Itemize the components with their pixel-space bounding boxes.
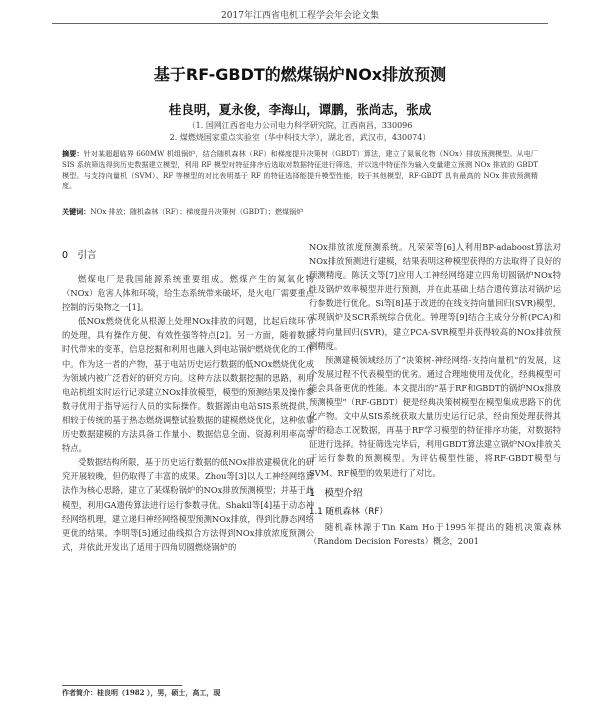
- header-rule: [52, 23, 548, 24]
- running-head: 2017年江西省电机工程学会年会论文集: [221, 11, 379, 21]
- section-heading-introduction: 0 引言: [62, 250, 97, 261]
- footnote-rule: [62, 685, 182, 686]
- keywords: [62, 207, 538, 217]
- author-footnote: 作者简介：桂良明（1982 ），男，硕士，高工，现: [62, 688, 221, 697]
- affiliation-1: （1. 国网江西省电力公司电力科学研究院，江西南昌，330096: [187, 121, 413, 130]
- abstract: [62, 149, 538, 192]
- abstract-label: 摘要：: [62, 149, 84, 158]
- rf-paragraph: 随机森林源于Tin Kam Ho于1995年提出的随机决策森林（Random Decision Forests）概念，2001: [309, 521, 561, 546]
- intro-paragraph-4: NOx排放浓度预测系统。凡荣荣等[6]人利用BP-adaboost算法对NOx排放预测进行建模，结果表明这种模型获得的方法取得了良好的预测精度。陈沃文等[7]应用人工神经网络建立四角切圆锅炉NOx特性及锅炉效率模型并进行预测，并在此基础上结合遗传算法对锅炉运行参数进行优化。Si等[8]基于改进的在线支持向量回归(SVR)模型，实现锅炉及SCR系统综合优化。钟理等[9]结合主成分分析(PCA)和支持向量回归(SVR)，建立PCA-SVR模型并获得较高的NOx排放预测精度。: [309, 242, 561, 351]
- author-list: 桂良明，夏永俊，李海山，谭鹏，张尚志，张成: [168, 102, 432, 117]
- right-column: [309, 240, 561, 548]
- intro-paragraph-1: 燃煤电厂是我国能源系统重要组成。燃煤产生的氮氧化物（NOx）危害人体和环境，给生态系统带来破坏，是火电厂需要重点控制的污染物之一[1]。: [62, 274, 314, 313]
- subsection-heading-rf: 1.1 随机森林（RF）: [309, 506, 388, 517]
- intro-paragraph-3: 受数据结构所限，基于历史运行数据的低NOx排放建模优化的研究开展较晚，但仍取得了丰富的成果。Zhou等[3]以人工神经网络算法作为核心思路，建立了某煤粉锅炉的NOx排放预测模型；并基于此模型，利用GA遗传算法进行运行参数寻优。Shakil等[4]基于动态神经网络机理，建立递归神经网络模型预测NOx排放，得到比静态网络更优的结果。李明等[5]通过曲线拟合方法得到NOx排放浓度预测公式，并依此开发出了适用于四角切圆燃烧锅炉的: [62, 457, 314, 552]
- abstract-text: 针对某超超临界 660MW 机组锅炉，结合随机森林（RF）和梯度提升决策树（GBDT）算法，建立了氮氧化物（NOx）排放预测模型。从电厂 SIS 系统筛选得到历史数据建立模型，利用 RF 模型对特征排序后选取对数据特征进行筛选，并以选中特征作为输入变量建立预测 NOx 排放的 GBDT 模型。与支持向量机（SVM）、RF 等模型的对比表明基于 RF 的特征选择能提升模型性能，较于其他模型，RF-GBDT 具有最高的 NOx 排放预测精度。: [62, 149, 539, 191]
- left-column: [62, 240, 314, 554]
- section-heading-model: 1 模型介绍: [309, 487, 363, 499]
- keywords-label: 关键词：: [62, 207, 91, 216]
- paper-title: 基于RF-GBDT的燃煤锅炉NOx排放预测: [153, 65, 447, 84]
- affiliation-2: 2. 煤燃烧国家重点实验室（华中科技大学），湖北省，武汉市，430074）: [169, 133, 431, 142]
- intro-paragraph-5: 预测建模领域经历了“决策树-神经网络-支持向量机”的发展，这个发展过程不代表模型的优劣。通过合理地使用及优化，经典模型可能会具备更优的性能。本文提出的“基于RF和GBDT的锅炉NOx排放预测模型”（RF-GBDT）便是经典决策树模型在模型集成思路下的优化产物。文中从SIS系统获取大量历史运行记录，经由预处理获得其中的稳态工况数据，再基于RF学习模型的特征排序功能，对数据特征进行选择。特征筛选完毕后，利用GBDT算法建立锅炉NOx排放关于运行参数的预测模型。为评估模型性能，将RF-GBDT模型与SVM、RF模型的效果进行了对比。: [309, 354, 561, 478]
- intro-paragraph-2: 低NOx燃烧优化从根源上处理NOx排放的问题，比起后续环节的处理，具有操作方便、有效性强等特点[2]。另一方面，随着数据时代带来的变革，信息挖掘和利用也融入到电站锅炉燃烧优化的工作中。作为这一者的产物，基于电站历史运行数据的低NOx燃烧优化成为领域内被广泛看好的研究方向。这种方法以数据挖掘的思路，利用电站机组实时运行记录建立NOx排放模型，模型的预测结果及操作参数寻优用于指导运行人员的实际操作。数据源由电站SIS系统提供，相较于传统的基于热态燃烧调整试验数据的建模燃烧优化，这种依靠历史数据建模的方法具备工作量小、数据信息全面、资源利用率高等特点。: [62, 316, 314, 454]
- keywords-text: NOx 排放；随机森林（RF）；梯度提升决策树（GBDT）；燃煤锅炉: [90, 207, 304, 216]
